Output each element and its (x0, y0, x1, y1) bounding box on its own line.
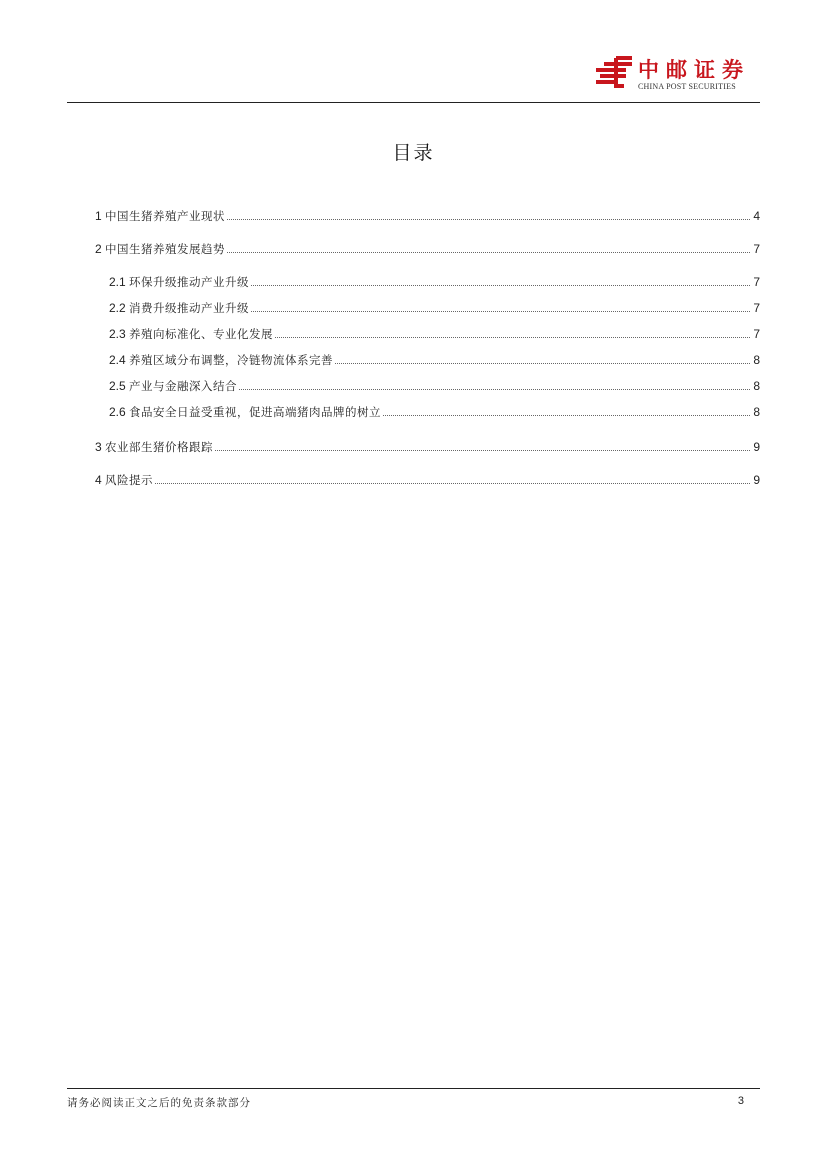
toc-title: 目录 (392, 142, 435, 164)
toc-entry-title: 养殖向标准化、专业化发展 (129, 327, 274, 341)
toc-entry-title: 食品安全日益受重视，促进高端猪肉品牌的树立 (129, 405, 382, 419)
toc-entry-2-2[interactable] (95, 300, 760, 326)
toc-entry-page: 4 (753, 209, 760, 223)
toc-entry-3[interactable] (95, 439, 760, 463)
toc-entry-number: 2.3 (109, 327, 130, 341)
toc-entry-title: 风险提示 (105, 473, 154, 487)
toc-leader-dots (251, 311, 750, 312)
toc-leader-dots (227, 252, 750, 253)
toc-entry-title: 产业与金融深入结合 (129, 379, 238, 393)
toc-leader-dots (383, 415, 750, 416)
toc-entry-2-5[interactable] (95, 378, 760, 404)
china-post-logo-icon (594, 54, 634, 92)
toc-entry-page: 7 (753, 327, 760, 341)
toc-entry-title: 环保升级推动产业升级 (129, 275, 250, 289)
page-footer (67, 1088, 760, 1113)
toc-leader-dots (239, 389, 750, 390)
toc-entry-number: 3 (95, 440, 106, 454)
toc-entry-2-1[interactable] (95, 274, 760, 300)
toc-entry-title: 中国生猪养殖发展趋势 (105, 242, 226, 256)
toc-leader-dots (227, 219, 750, 220)
toc-entry-2-4[interactable] (95, 352, 760, 378)
page-header (67, 40, 760, 103)
brand-name-cn: 中邮证券 (638, 57, 750, 82)
brand-name-en: CHINA POST SECURITIES (638, 82, 736, 91)
toc-leader-dots (251, 285, 750, 286)
toc-entry-number: 2.1 (109, 275, 130, 289)
toc-entry-page: 9 (753, 473, 760, 487)
toc-leader-dots (275, 337, 750, 338)
toc-entry-number: 2.6 (109, 405, 130, 419)
toc-entry-page: 8 (753, 405, 760, 419)
toc-leader-dots (155, 483, 750, 484)
toc-entry-title: 养殖区域分布调整，冷链物流体系完善 (129, 353, 334, 367)
toc-entry-number: 1 (95, 209, 106, 223)
toc-entry-1[interactable] (95, 208, 760, 232)
page-number: 3 (737, 1095, 744, 1107)
disclaimer-note: 请务必阅读正文之后的免责条款部分 (67, 1097, 251, 1109)
toc-entry-title: 农业部生猪价格跟踪 (105, 440, 214, 454)
toc-entry-title: 消费升级推动产业升级 (129, 301, 250, 315)
toc-entry-page: 8 (753, 379, 760, 393)
toc-entry-number: 2 (95, 242, 106, 256)
toc-entry-title: 中国生猪养殖产业现状 (105, 209, 226, 223)
table-of-contents (95, 208, 760, 496)
toc-entry-page: 8 (753, 353, 760, 367)
toc-entry-number: 4 (95, 473, 106, 487)
toc-entry-page: 7 (753, 275, 760, 289)
toc-entry-number: 2.5 (109, 379, 130, 393)
toc-entry-2-6[interactable] (95, 404, 760, 430)
toc-leader-dots (215, 450, 750, 451)
toc-entry-4[interactable] (95, 472, 760, 496)
toc-entry-number: 2.2 (109, 301, 130, 315)
toc-entry-number: 2.4 (109, 353, 130, 367)
toc-entry-page: 9 (753, 440, 760, 454)
toc-entry-page: 7 (753, 301, 760, 315)
toc-leader-dots (335, 363, 750, 364)
toc-entry-2[interactable] (95, 241, 760, 265)
toc-entry-2-3[interactable] (95, 326, 760, 352)
company-logo (594, 54, 754, 96)
toc-entry-page: 7 (753, 242, 760, 256)
